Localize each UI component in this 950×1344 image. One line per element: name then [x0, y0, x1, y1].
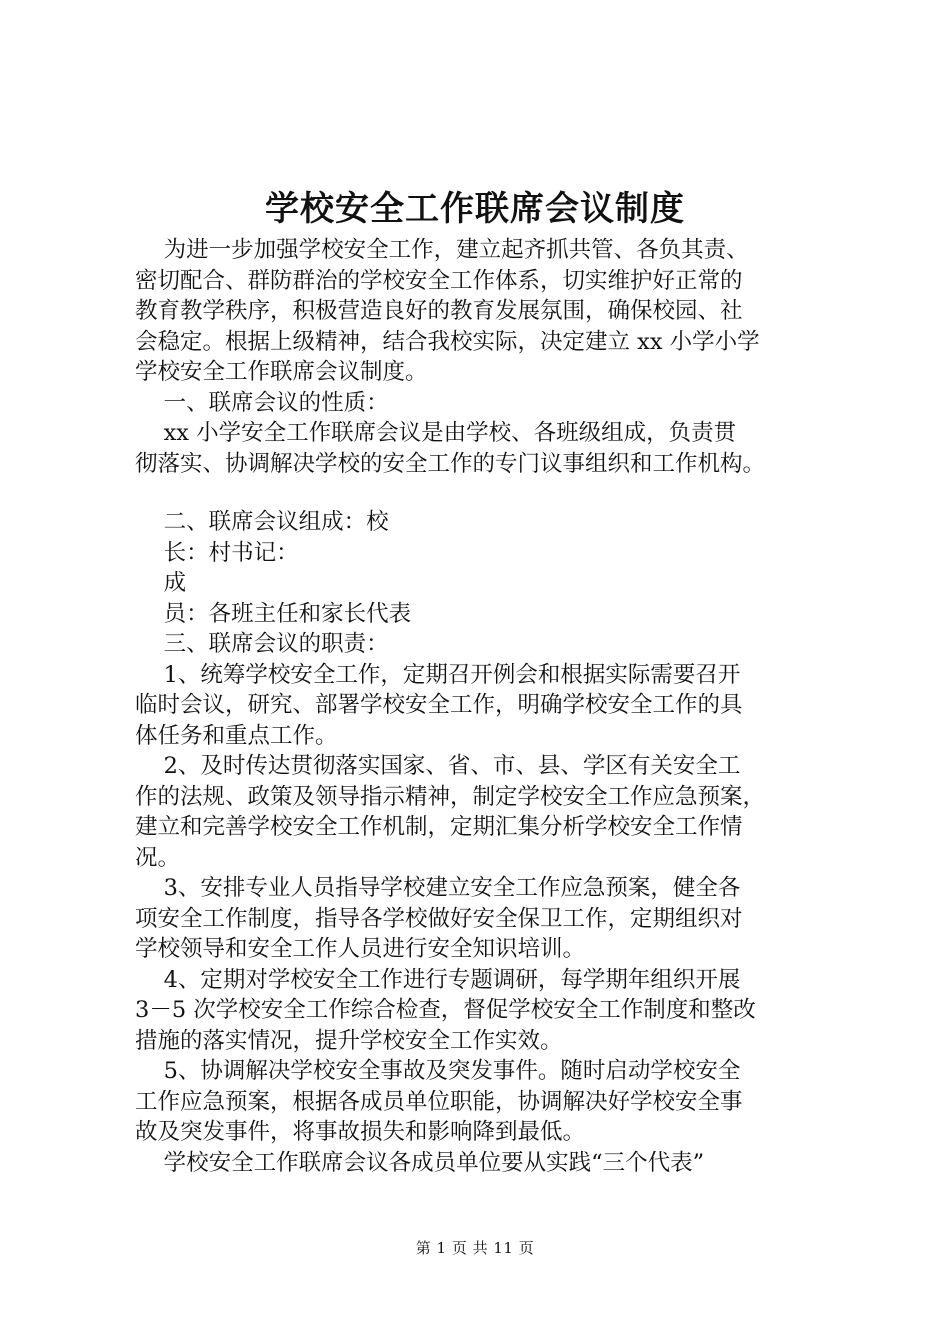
section-heading: 三、联席会议的职责： [135, 631, 389, 657]
body-line: 员：各班主任和家长代表 [135, 600, 412, 627]
body-line: 2、及时传达贯彻落实国家、省、市、县、学区有关安全工 [135, 753, 741, 779]
body-line: 长：村书记： [135, 539, 299, 566]
body-line: 学校安全工作联席会议各成员单位要从实践“三个代表” [135, 1149, 705, 1176]
body-line: 况。 [135, 844, 181, 871]
body-line: 体任务和重点工作。 [135, 722, 338, 749]
body-line: 为进一步加强学校安全工作，建立起齐抓共管、各负其责、 [135, 237, 749, 263]
body-line: 项安全工作制度，指导各学校做好安全保卫工作，定期组织对 [135, 905, 743, 932]
body-line: 学校安全工作联席会议制度。 [135, 359, 428, 385]
body-line: 密切配合、群防群治的学校安全工作体系，切实维护好正常的 [135, 267, 743, 294]
body-line: 会稳定。根据上级精神，结合我校实际，决定建立 xx 小学小学 [135, 328, 760, 355]
body-line: 5、协调解决学校安全事故及突发事件。随时启动学校安全 [135, 1058, 741, 1084]
document-body [135, 235, 835, 1178]
body-line: 临时会议，研究、部署学校安全工作，明确学校安全工作的具 [135, 692, 743, 718]
body-line: 学校领导和安全工作人员进行安全知识培训。 [135, 936, 586, 962]
body-line: 作的法规、政策及领导指示精神，制定学校安全工作应急预案， [135, 783, 766, 810]
body-line: 工作应急预案，根据各成员单位职能，协调解决好学校安全事 [135, 1088, 743, 1115]
blank-line [135, 479, 835, 507]
body-line: 3、安排专业人员指导学校建立安全工作应急预案，健全各 [135, 875, 741, 901]
document-title: 学校安全工作联席会议制度 [265, 189, 685, 229]
body-line: 措施的落实情况，提升学校安全工作实效。 [135, 1027, 563, 1054]
body-line: 彻落实、协调解决学校的安全工作的专门议事组织和工作机构。 [135, 450, 766, 477]
body-line: 4、定期对学校安全工作进行专题调研，每学期年组织开展 [135, 966, 741, 993]
body-line: 成 [135, 570, 187, 596]
page-footer: 第 1 页 共 11 页 [415, 1239, 535, 1257]
section-heading: 一、联席会议的性质： [135, 389, 389, 416]
body-line: 故及突发事件，将事故损失和影响降到最低。 [135, 1119, 586, 1145]
body-line: xx 小学安全工作联席会议是由学校、各班级组成，负责贯 [135, 420, 737, 446]
body-line: 1、统筹学校安全工作，定期召开例会和根据实际需要召开 [135, 661, 741, 688]
body-line: 建立和完善学校安全工作机制，定期汇集分析学校安全工作情 [135, 814, 743, 840]
section-heading: 二、联席会议组成：校 [135, 509, 389, 535]
body-line: 3－5 次学校安全工作综合检查，督促学校安全工作制度和整改 [135, 997, 756, 1023]
body-line: 教育教学秩序，积极营造良好的教育发展氛围，确保校园、社 [135, 298, 743, 324]
